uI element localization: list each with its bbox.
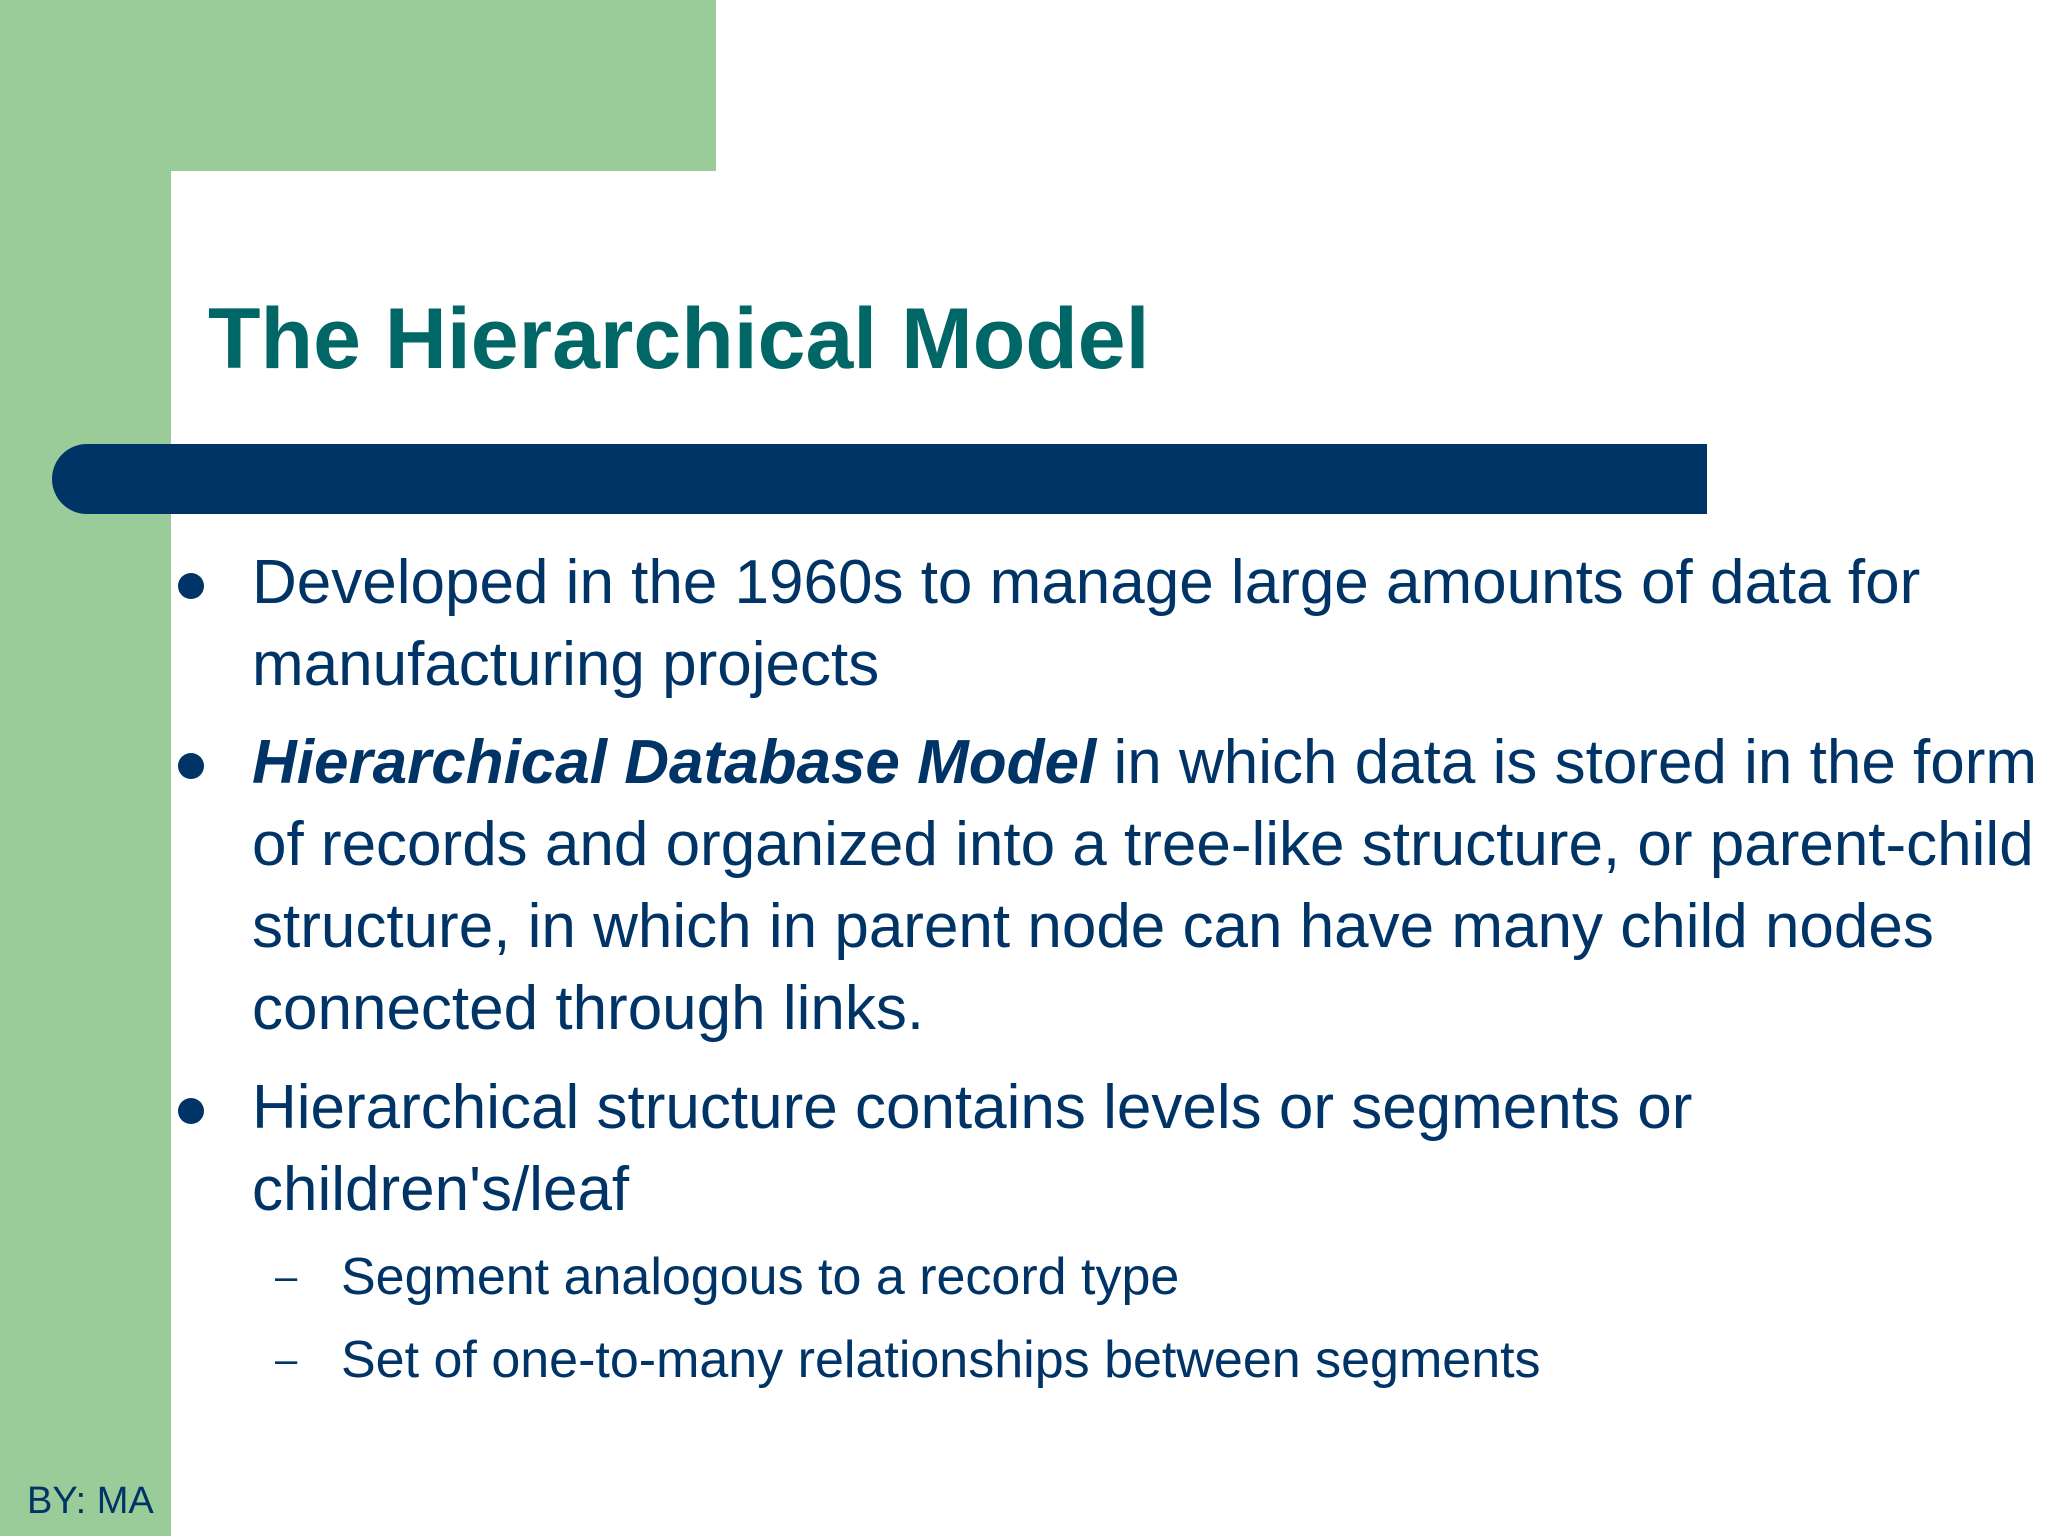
sub-bullet-text: Segment analogous to a record type <box>341 1248 1180 1306</box>
sub-bullet-item <box>275 1325 2031 1395</box>
dash-icon: – <box>275 1338 298 1382</box>
footer-author: BY: MA <box>27 1480 154 1522</box>
dash-icon: – <box>275 1255 298 1299</box>
sub-bullet-item <box>275 1242 2031 1312</box>
bullet-dot-icon <box>178 1098 204 1124</box>
bullet-text: Hierarchical structure contains levels or segments or children's/leaf <box>252 1073 1693 1224</box>
green-accent-left <box>0 0 171 1536</box>
bullet-dot-icon <box>178 753 204 779</box>
bullet-item <box>252 1067 2042 1231</box>
slide-title: The Hierarchical Model <box>208 291 1150 387</box>
sub-bullet-text: Set of one-to-many relationships between segments <box>341 1331 1541 1389</box>
bullet-text: in which data is stored in the form of records and organized into a tree-like structure, or parent-child structure, in which in parent node can have many child nodes connected through links. <box>252 728 2038 1043</box>
title-underline-bar <box>52 444 1707 514</box>
bullet-item <box>252 722 2042 1050</box>
bullet-text: Developed in the 1960s to manage large amounts of data for manufacturing projects <box>252 548 1921 699</box>
bullet-dot-icon <box>178 573 204 599</box>
bullet-term: Hierarchical Database Model <box>252 728 1097 797</box>
bullet-item <box>252 542 2042 706</box>
